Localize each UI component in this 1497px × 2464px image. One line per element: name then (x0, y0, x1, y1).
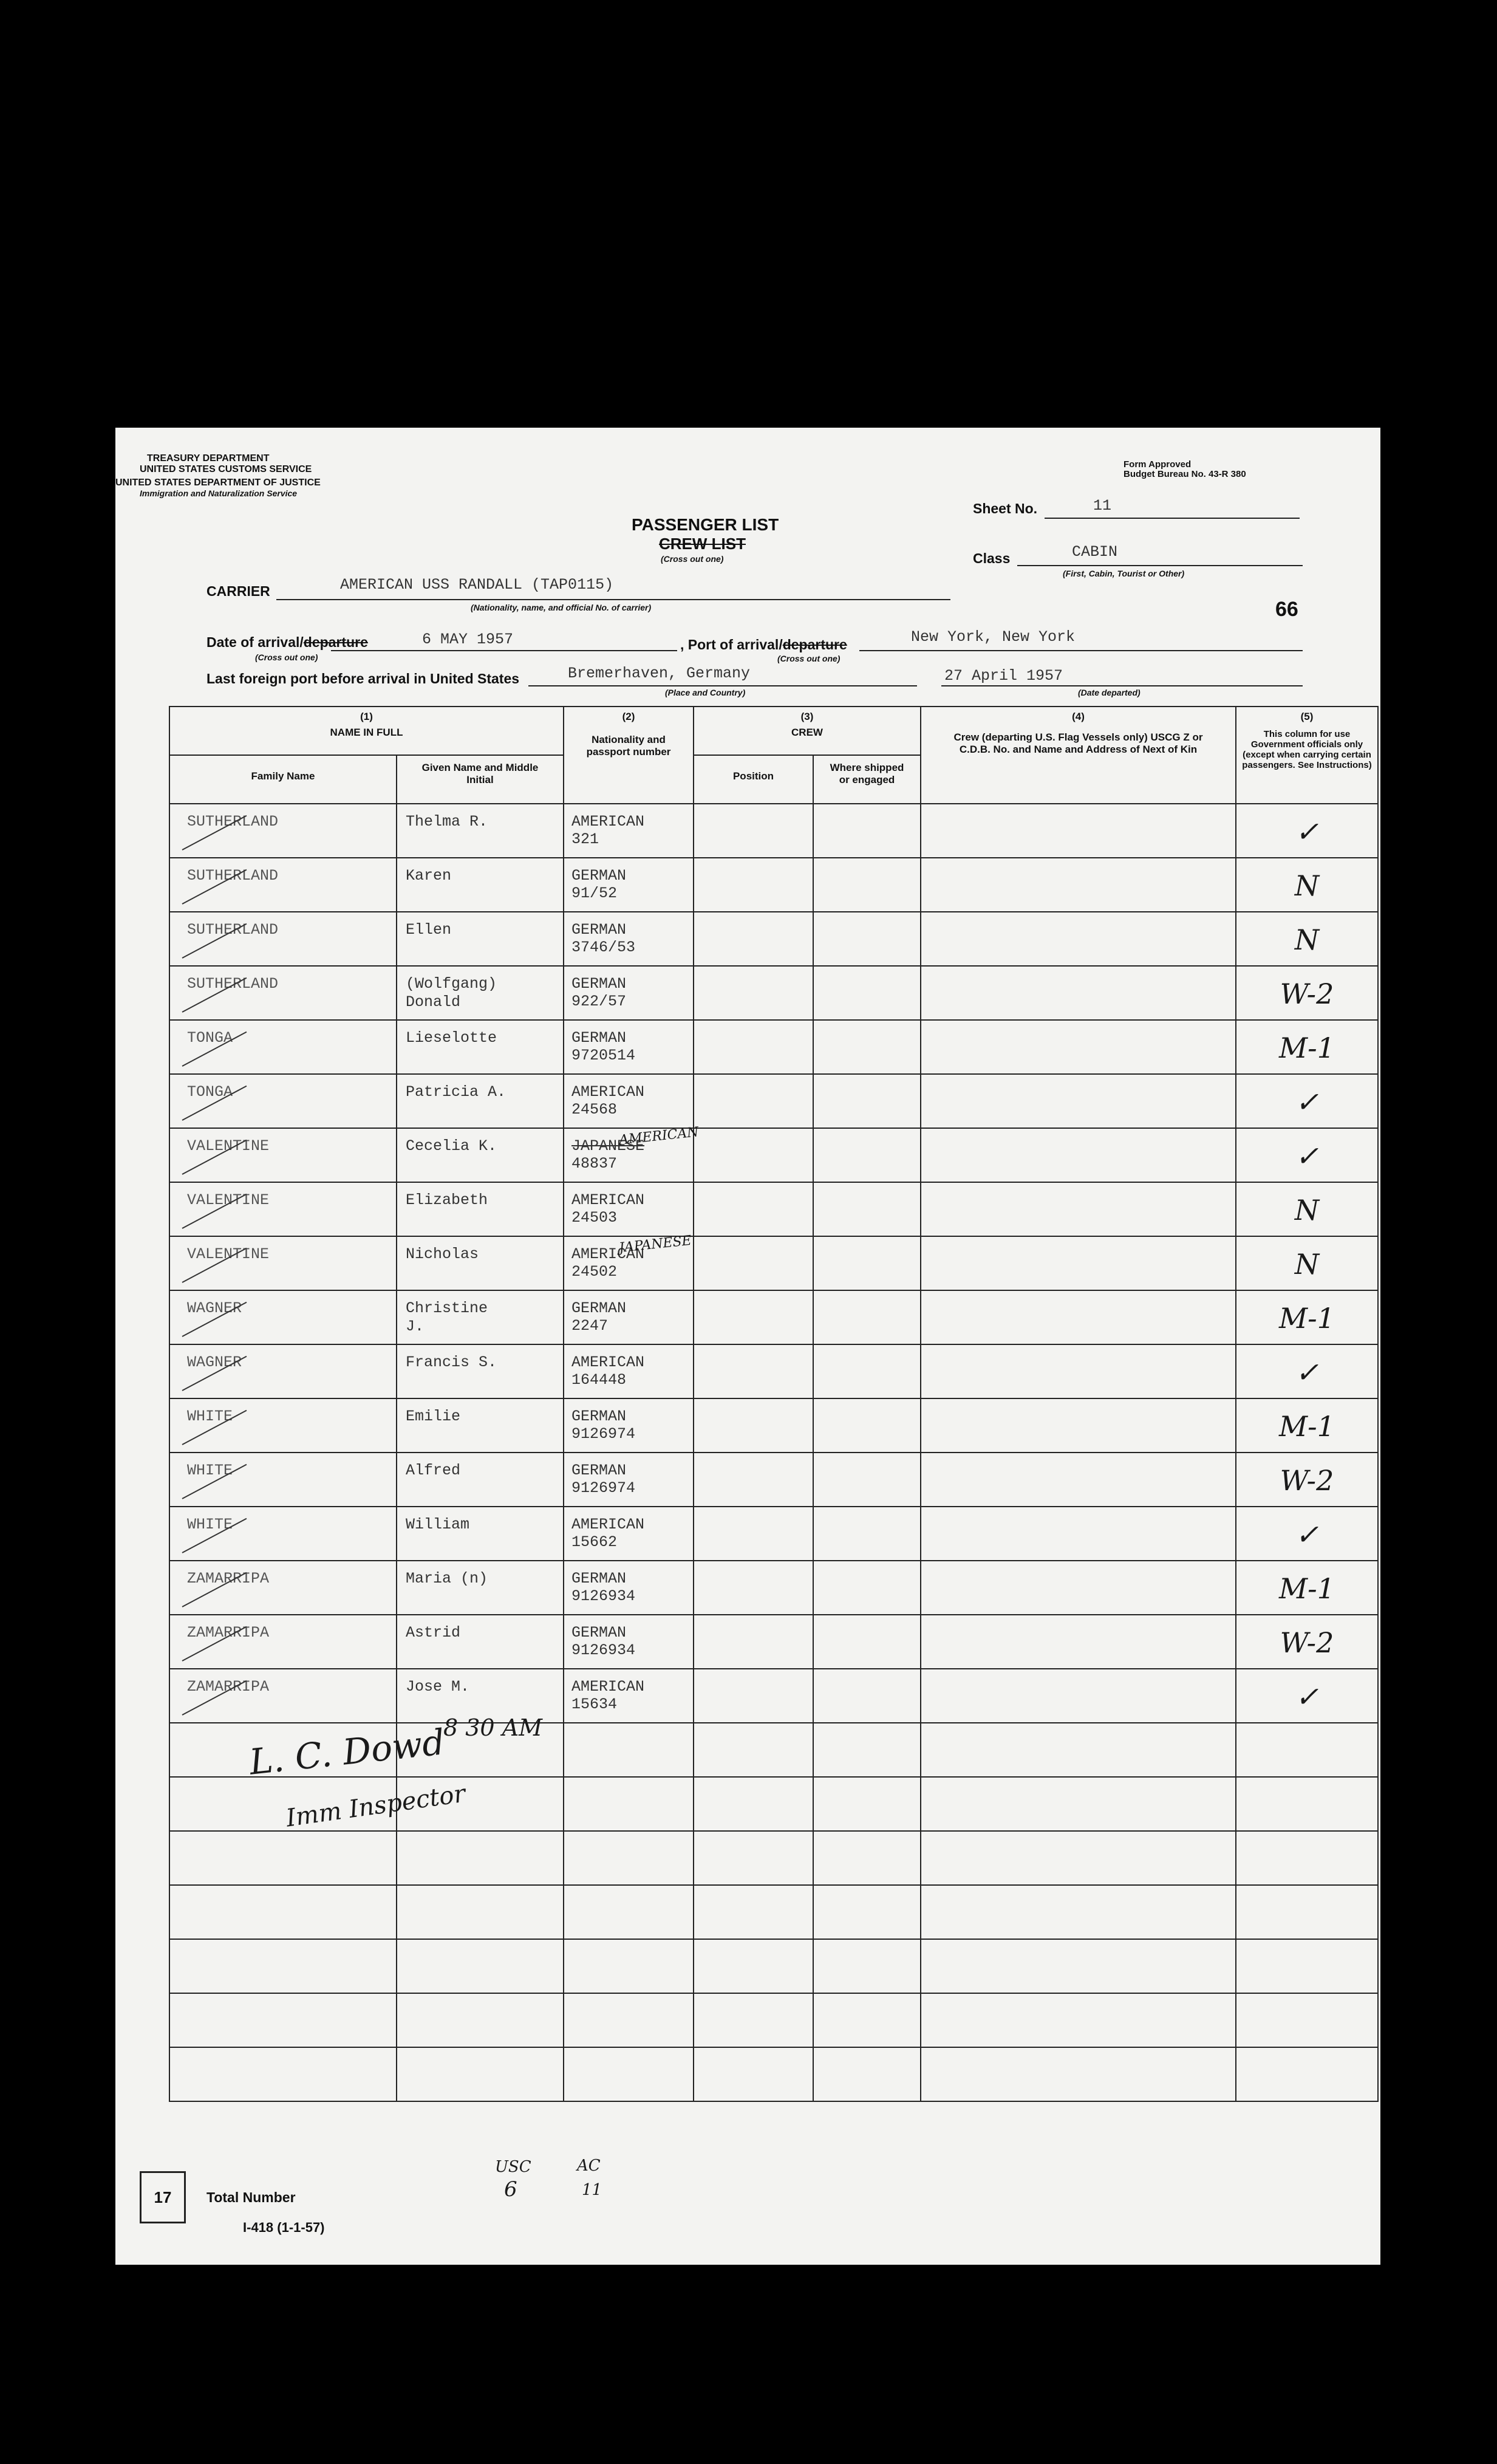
passport-number: 24502 (571, 1263, 618, 1281)
official-mark: ✓ (1295, 1140, 1319, 1172)
family-name-cell (169, 1182, 397, 1236)
table-row (169, 912, 1378, 966)
family-name: SUTHERLAND (187, 975, 279, 993)
family-name: TONGA (187, 1029, 233, 1047)
nationality-cell (564, 1398, 694, 1453)
given-name: Christine J. (406, 1299, 497, 1335)
ac-value: 11 (582, 2181, 602, 2199)
family-name: ZAMARRIPA (187, 1624, 270, 1641)
passport-number: 24568 (571, 1101, 618, 1118)
lastport-label: Last foreign port before arrival in United States (206, 671, 520, 686)
family-name-header: Family Name (169, 755, 397, 804)
official-mark-cell (1236, 1453, 1378, 1507)
table-row (169, 1615, 1378, 1669)
official-mark: ✓ (1295, 1086, 1319, 1118)
official-mark: ✓ (1295, 1680, 1319, 1713)
passport-number: 2247 (571, 1317, 609, 1335)
official-mark-cell (1236, 966, 1378, 1020)
given-name: Alfred (406, 1462, 461, 1479)
given-name-cell (397, 1290, 564, 1344)
family-name-cell (169, 1453, 397, 1507)
family-name-cell (169, 1615, 397, 1669)
nationality-cell (564, 966, 694, 1020)
nationality-cell (564, 858, 694, 912)
crew-list-crossed: CREW LIST (659, 535, 746, 553)
given-name: Lieselotte (406, 1029, 497, 1047)
given-name-cell (397, 1074, 564, 1128)
dept-justice: UNITED STATES DEPARTMENT OF JUSTICE (115, 477, 321, 488)
form-code: I-418 (1-1-57) (243, 2220, 325, 2235)
carrier-note: (Nationality, name, and official No. of carrier) (471, 603, 652, 612)
family-name-cell (169, 1020, 397, 1074)
table-row (169, 1507, 1378, 1561)
dept-ins: Immigration and Naturalization Service (140, 488, 298, 498)
inspection-time: 8 30 AM (443, 1714, 543, 1741)
family-name: WAGNER (187, 1353, 242, 1371)
passport-number: 15662 (571, 1533, 618, 1551)
table-row (169, 1236, 1378, 1290)
passport-number: 9126934 (571, 1587, 636, 1605)
given-name-header: Given Name and Middle Initial (397, 755, 564, 804)
passport-number: 48837 (571, 1155, 618, 1172)
family-name-cell (169, 1290, 397, 1344)
given-name-cell (397, 912, 564, 966)
official-mark: M-1 (1279, 1410, 1335, 1443)
family-name: ZAMARRIPA (187, 1678, 270, 1696)
given-name: Francis S. (406, 1353, 497, 1371)
family-name-cell (169, 1669, 397, 1723)
table-row (169, 1669, 1378, 1723)
given-name-cell (397, 858, 564, 912)
family-name-cell (169, 1236, 397, 1290)
passport-number: 321 (571, 830, 599, 848)
cross-out-note: (Cross out one) (661, 554, 724, 564)
family-name: WHITE (187, 1516, 233, 1533)
nationality-cell (564, 912, 694, 966)
table-row (169, 804, 1378, 858)
carrier-label: CARRIER (206, 583, 270, 599)
lastport-date: 27 April 1957 (944, 667, 1063, 685)
family-name-cell (169, 1398, 397, 1453)
col2-header: (2) Nationality and passport number (564, 707, 694, 804)
position-header: Position (694, 755, 813, 804)
nationality-cell (564, 1074, 694, 1128)
given-name: (Wolfgang) Donald (406, 975, 506, 1011)
passport-number: 9720514 (571, 1047, 636, 1064)
nationality: AMERICAN (571, 813, 645, 830)
official-mark-cell (1236, 858, 1378, 912)
lastport-value: Bremerhaven, Germany (568, 665, 751, 682)
nationality: AMERICAN (571, 1516, 645, 1533)
given-name-cell (397, 1020, 564, 1074)
nationality: GERMAN (571, 1408, 627, 1425)
nationality: GERMAN (571, 1029, 627, 1047)
official-mark: N (1294, 1248, 1320, 1281)
nationality: GERMAN (571, 1624, 627, 1641)
inspector-signature: L. C. Dowd (247, 1721, 447, 1783)
table-row (169, 858, 1378, 912)
carrier-value: AMERICAN USS RANDALL (TAP0115) (340, 576, 614, 594)
family-name-cell (169, 1128, 397, 1182)
nationality-cell (564, 1507, 694, 1561)
given-name: Emilie (406, 1408, 461, 1425)
family-name: SUTHERLAND (187, 813, 279, 830)
official-mark: W-2 (1280, 977, 1334, 1010)
nationality: GERMAN (571, 1462, 627, 1479)
official-mark-cell (1236, 804, 1378, 858)
table-row (169, 1398, 1378, 1453)
official-mark-cell (1236, 1615, 1378, 1669)
usc-value: 6 (504, 2177, 517, 2202)
table-row (169, 1020, 1378, 1074)
official-mark-cell (1236, 1128, 1378, 1182)
official-mark-cell (1236, 1020, 1378, 1074)
table-row (169, 1290, 1378, 1344)
nationality: AMERICAN (571, 1678, 645, 1696)
table-row (169, 1993, 1378, 2047)
given-name-cell (397, 1615, 564, 1669)
dept-treasury: TREASURY DEPARTMENT (147, 453, 270, 464)
given-name-cell (397, 804, 564, 858)
table-row (169, 966, 1378, 1020)
nationality-cell (564, 1124, 700, 1182)
official-mark: N (1294, 923, 1320, 956)
class-label: Class (973, 550, 1011, 566)
handwritten-correction: JAPANESE (618, 1233, 692, 1256)
inspector-title: Imm Inspector (284, 1779, 468, 1833)
passport-number: 24503 (571, 1209, 618, 1227)
family-name: WHITE (187, 1462, 233, 1479)
family-name-cell (169, 1561, 397, 1615)
official-mark-cell (1236, 1182, 1378, 1236)
official-mark-cell (1236, 1507, 1378, 1561)
official-mark-cell (1236, 1398, 1378, 1453)
given-name: Maria (n) (406, 1570, 488, 1587)
col4-header: (4) Crew (departing U.S. Flag Vessels only) USCG Z or C.D.B. No. and Name and Address of Next of Kin (921, 707, 1236, 804)
official-mark-cell (1236, 1669, 1378, 1723)
given-name-cell (397, 1236, 564, 1290)
place-note: (Place and Country) (665, 688, 746, 697)
family-name-cell (169, 912, 397, 966)
official-mark: N (1294, 1194, 1320, 1227)
family-name: TONGA (187, 1083, 233, 1101)
col3-header: (3) CREW (694, 707, 921, 755)
table-row (169, 1344, 1378, 1398)
official-mark-cell (1236, 1290, 1378, 1344)
table-row (169, 1885, 1378, 1939)
date-label: Date of arrival/departure (206, 634, 368, 650)
family-name-cell (169, 1074, 397, 1128)
given-name: Elizabeth (406, 1191, 488, 1209)
nationality-cell (564, 1233, 694, 1290)
given-name: Cecelia K. (406, 1137, 497, 1155)
date-departed-note: (Date departed) (1078, 688, 1141, 697)
given-name: Thelma R. (406, 813, 488, 830)
given-name-cell (397, 1344, 564, 1398)
official-mark-cell (1236, 912, 1378, 966)
table-row (169, 1561, 1378, 1615)
nationality-cell (564, 1669, 694, 1723)
given-name-cell (397, 1453, 564, 1507)
shipped-header: Where shipped or engaged (813, 755, 921, 804)
family-name: ZAMARRIPA (187, 1570, 270, 1587)
given-name: Nicholas (406, 1245, 479, 1263)
official-mark: ✓ (1295, 1518, 1319, 1551)
given-name-cell (397, 1128, 564, 1182)
nationality: GERMAN (571, 921, 627, 939)
document-sheet (115, 428, 1380, 2265)
given-name: Astrid (406, 1624, 461, 1641)
official-mark: ✓ (1295, 815, 1319, 848)
doc-title: PASSENGER LIST (632, 515, 779, 534)
total-label: Total Number (206, 2189, 296, 2205)
nationality: AMERICAN (571, 1245, 645, 1263)
passport-number: 15634 (571, 1696, 618, 1713)
dept-customs: UNITED STATES CUSTOMS SERVICE (140, 464, 312, 474)
given-name: Ellen (406, 921, 452, 939)
table-row (169, 1939, 1378, 1993)
class-value: CABIN (1072, 543, 1118, 561)
official-mark: N (1294, 869, 1320, 902)
date-cross-note: (Cross out one) (255, 652, 318, 662)
official-mark-cell (1236, 1236, 1378, 1290)
passport-number: 91/52 (571, 885, 618, 902)
official-mark: M-1 (1279, 1032, 1335, 1064)
given-name: Jose M. (406, 1678, 470, 1696)
official-mark-cell (1236, 1561, 1378, 1615)
family-name-cell (169, 804, 397, 858)
family-name: SUTHERLAND (187, 867, 279, 885)
passport-number: 922/57 (571, 993, 627, 1010)
nationality-cell (564, 1020, 694, 1074)
port-label: , Port of arrival/departure (680, 637, 847, 652)
passport-number: 9126974 (571, 1425, 636, 1443)
official-mark: M-1 (1279, 1572, 1335, 1605)
nationality-cell (564, 1290, 694, 1344)
family-name: VALENTINE (187, 1245, 270, 1263)
official-mark: W-2 (1280, 1626, 1334, 1659)
handwritten-correction: AMERICAN (618, 1124, 700, 1148)
nationality: AMERICAN (571, 1083, 645, 1101)
passport-number: 164448 (571, 1371, 627, 1389)
port-cross-note: (Cross out one) (777, 654, 841, 663)
date-value: 6 MAY 1957 (422, 631, 514, 648)
family-name: WAGNER (187, 1299, 242, 1317)
nationality: GERMAN (571, 1299, 627, 1317)
family-name: VALENTINE (187, 1137, 270, 1155)
family-name-cell (169, 1507, 397, 1561)
passenger-table (169, 706, 1379, 2102)
col1-header: (1) NAME IN FULL (169, 707, 564, 755)
nationality: AMERICAN (571, 1191, 645, 1209)
form-approved: Form Approved (1124, 459, 1192, 470)
passport-number: 3746/53 (571, 939, 636, 956)
port-value: New York, New York (911, 628, 1076, 646)
sheet-label: Sheet No. (973, 501, 1038, 516)
given-name-cell (397, 1507, 564, 1561)
table-row (169, 1128, 1378, 1182)
table-row (169, 2047, 1378, 2101)
budget-bureau: Budget Bureau No. 43-R 380 (1124, 469, 1246, 479)
family-name-cell (169, 1344, 397, 1398)
nationality-cell (564, 1561, 694, 1615)
col5-header: (5) This column for use Government officials only (except when carrying certain passengers. See Instructions) (1236, 707, 1378, 804)
passport-number: 9126934 (571, 1641, 636, 1659)
family-name: SUTHERLAND (187, 921, 279, 939)
nationality-cell (564, 1615, 694, 1669)
nationality-cell (564, 1182, 694, 1236)
official-mark-cell (1236, 1344, 1378, 1398)
family-name-cell (169, 858, 397, 912)
given-name-cell (397, 1561, 564, 1615)
table-row (169, 1074, 1378, 1128)
family-name: VALENTINE (187, 1191, 270, 1209)
given-name: Karen (406, 867, 452, 885)
usc-label: USC (495, 2158, 531, 2176)
nationality: AMERICAN (571, 1353, 645, 1371)
total-box: 17 (140, 2171, 186, 2223)
given-name: Patricia A. (406, 1083, 506, 1101)
given-name: William (406, 1516, 470, 1533)
table-row (169, 1831, 1378, 1885)
official-mark: M-1 (1279, 1302, 1335, 1335)
nationality-cell (564, 1453, 694, 1507)
nationality-cell (564, 1344, 694, 1398)
class-note: (First, Cabin, Tourist or Other) (1063, 569, 1185, 578)
nationality: JAPANESE (571, 1137, 645, 1155)
given-name-cell (397, 966, 564, 1020)
given-name-cell (397, 1398, 564, 1453)
table-row (169, 1453, 1378, 1507)
table-row (169, 1182, 1378, 1236)
family-name-cell (169, 966, 397, 1020)
official-mark: W-2 (1280, 1464, 1334, 1497)
nationality: GERMAN (571, 1570, 627, 1587)
family-name: WHITE (187, 1408, 233, 1425)
official-mark: ✓ (1295, 1356, 1319, 1389)
given-name-cell (397, 1182, 564, 1236)
nationality: GERMAN (571, 867, 627, 885)
sheet-number: 11 (1093, 497, 1112, 515)
page-number: 66 (1275, 598, 1298, 621)
passport-number: 9126974 (571, 1479, 636, 1497)
nationality-cell (564, 804, 694, 858)
ac-label: AC (577, 2157, 601, 2175)
nationality: GERMAN (571, 975, 627, 993)
official-mark-cell (1236, 1074, 1378, 1128)
